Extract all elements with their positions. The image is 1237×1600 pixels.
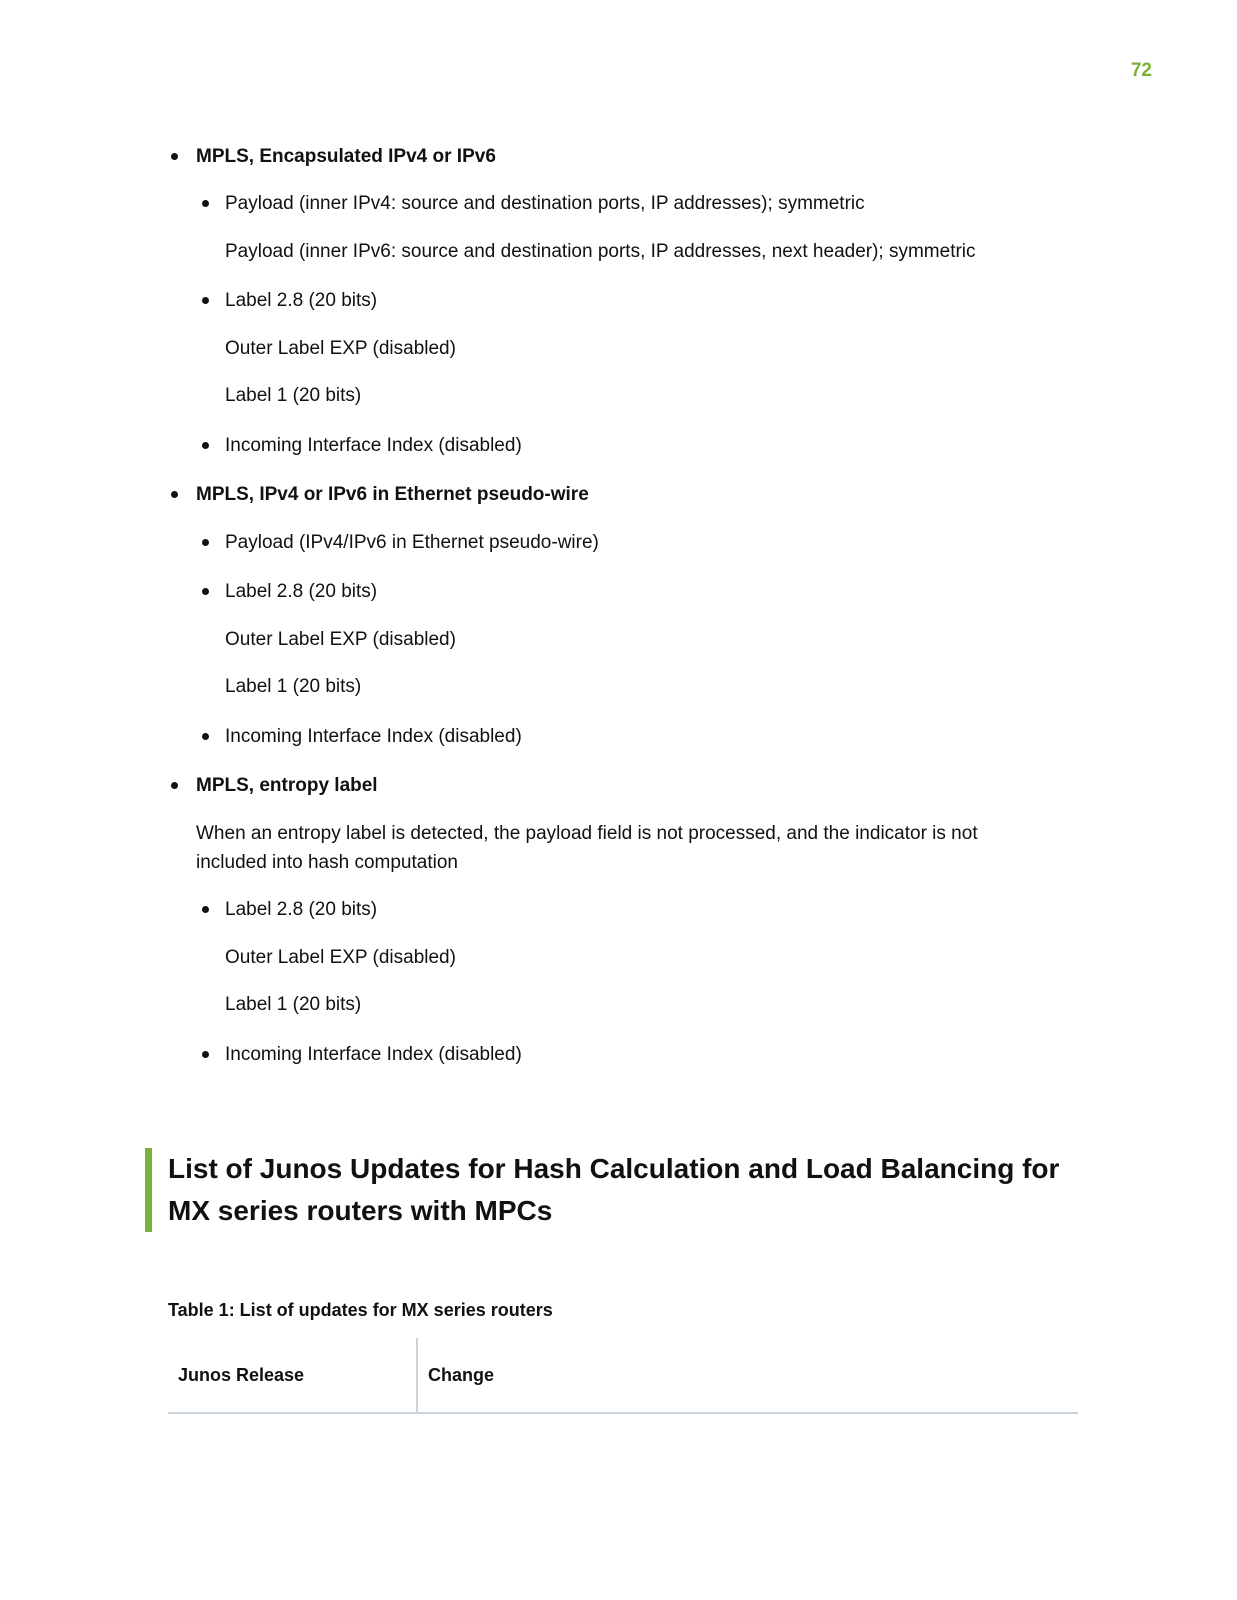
list-item-continuation: Outer Label EXP (disabled) [225, 629, 456, 650]
updates-table [168, 1338, 1078, 1414]
list-item-text: Payload (IPv4/IPv6 in Ethernet pseudo-wire) [225, 532, 599, 553]
list-item-title: MPLS, IPv4 or IPv6 in Ethernet pseudo-wire [196, 484, 589, 505]
list-item [225, 895, 377, 924]
list-item [225, 722, 522, 751]
bullet-icon [202, 442, 209, 449]
table-header-change: Change [416, 1338, 1028, 1412]
bullet-icon [202, 1051, 209, 1058]
bullet-icon [202, 906, 209, 913]
list-item-text: Incoming Interface Index (disabled) [225, 435, 522, 456]
list-item [225, 577, 377, 606]
list-item-text: Label 2.8 (20 bits) [225, 581, 378, 602]
section-heading [145, 1148, 1088, 1232]
list-item-continuation: Outer Label EXP (disabled) [225, 947, 456, 968]
bullet-icon [202, 539, 209, 546]
list-item [225, 1040, 522, 1069]
bullet-icon [171, 491, 178, 498]
table-header-junos-release: Junos Release [178, 1364, 305, 1385]
list-item-continuation: Label 1 (20 bits) [225, 676, 362, 697]
list-item-text: Payload (inner IPv4: source and destination ports, IP addresses); symmetric [225, 193, 865, 214]
list-item-title: MPLS, Encapsulated IPv4 or IPv6 [196, 146, 496, 167]
table-caption: Table 1: List of updates for MX series routers [168, 1300, 553, 1320]
bullet-icon [171, 782, 178, 789]
list-item-continuation: Label 1 (20 bits) [225, 385, 362, 406]
list-item [225, 286, 377, 315]
bullet-icon [202, 297, 209, 304]
list-item-mpls-encapsulated [196, 142, 496, 171]
list-item-continuation: Outer Label EXP (disabled) [225, 338, 456, 359]
section-title: List of Junos Updates for Hash Calculation and Load Balancing for MX series routers with MPCs [168, 1153, 1060, 1226]
bullet-icon [202, 200, 209, 207]
list-item-text: Incoming Interface Index (disabled) [225, 1044, 522, 1065]
bullet-icon [202, 733, 209, 740]
entropy-description: When an entropy label is detected, the payload field is not processed, and the indicator is not included into hash computation [196, 823, 978, 873]
list-item-text: Label 2.8 (20 bits) [225, 899, 378, 920]
list-item [225, 528, 599, 557]
list-item-mpls-pseudo-wire [196, 480, 589, 509]
bullet-icon [202, 588, 209, 595]
page-number: 72 [1130, 60, 1152, 81]
list-item-mpls-entropy [196, 771, 378, 800]
list-item-title: MPLS, entropy label [196, 775, 378, 796]
list-item-continuation: Label 1 (20 bits) [225, 994, 362, 1015]
list-item-text: Label 2.8 (20 bits) [225, 290, 378, 311]
list-item-text: Incoming Interface Index (disabled) [225, 726, 522, 747]
list-item-continuation: Payload (inner IPv6: source and destination ports, IP addresses, next header); symmetric [225, 241, 976, 262]
list-item [225, 189, 865, 218]
list-item [225, 431, 522, 460]
bullet-icon [171, 153, 178, 160]
